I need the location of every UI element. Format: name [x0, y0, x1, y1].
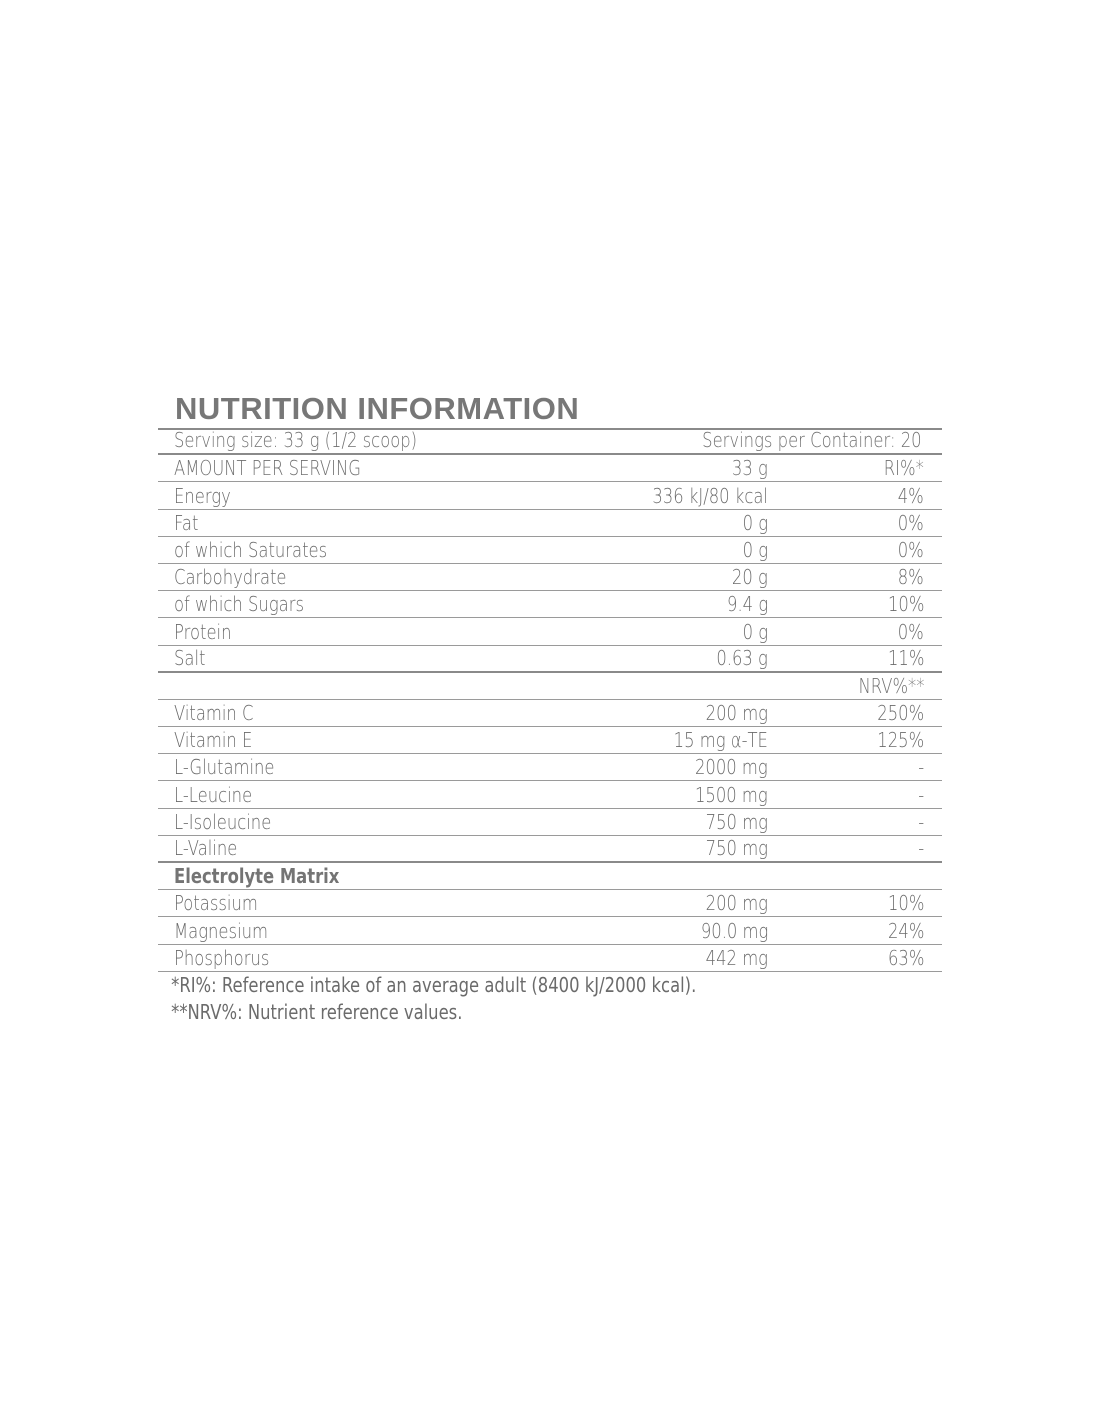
- row-name: Carbohydrate: [174, 565, 287, 590]
- table-row: [158, 727, 942, 754]
- row-name: Protein: [174, 619, 232, 644]
- table-row: [158, 917, 942, 944]
- row-amount: 2000 mg: [695, 755, 768, 780]
- row-percent: 0%: [897, 619, 924, 644]
- row-amount: 0 g: [742, 510, 768, 535]
- table-row: [158, 510, 942, 537]
- electrolyte-header: Electrolyte Matrix: [174, 864, 340, 889]
- table-row: [158, 945, 942, 972]
- row-percent: -: [918, 782, 924, 807]
- electrolyte-header-row: [158, 863, 942, 890]
- row-percent: -: [918, 809, 924, 834]
- serving-row: [158, 428, 942, 455]
- row-percent: 8%: [897, 565, 924, 590]
- row-percent: -: [918, 755, 924, 780]
- nrv-header: NRV%**: [858, 673, 924, 698]
- row-percent: 0%: [897, 537, 924, 562]
- footnote-ri: *RI%: Reference intake of an average adult (8400 kJ/2000 kcal).: [171, 972, 697, 997]
- amount-header-label: AMOUNT PER SERVING: [174, 456, 361, 481]
- row-name: L-Leucine: [174, 782, 253, 807]
- row-amount: 0 g: [742, 537, 768, 562]
- table-row: [158, 700, 942, 727]
- table-row: [158, 591, 942, 618]
- table-row: [158, 890, 942, 917]
- row-name: Phosphorus: [174, 945, 270, 970]
- nrv-header-row: [158, 673, 942, 700]
- row-percent: 250%: [877, 701, 924, 726]
- row-amount: 20 g: [732, 565, 768, 590]
- row-name: Magnesium: [174, 918, 269, 943]
- row-name: Fat: [174, 510, 199, 535]
- row-percent: 10%: [887, 592, 924, 617]
- nutrition-panel: [158, 390, 942, 1026]
- table-row: [158, 646, 942, 673]
- row-percent: 0%: [897, 510, 924, 535]
- row-percent: 125%: [877, 728, 924, 753]
- nutrient-list: [158, 482, 942, 672]
- row-amount: 750 mg: [705, 809, 768, 834]
- row-name: Vitamin C: [174, 701, 254, 726]
- table-row: [158, 482, 942, 509]
- table-row: [158, 618, 942, 645]
- row-amount: 9.4 g: [726, 592, 768, 617]
- row-name: Energy: [174, 483, 231, 508]
- panel-title: NUTRITION INFORMATION: [175, 391, 580, 426]
- row-percent: 10%: [887, 891, 924, 916]
- ri-header: RI%*: [883, 456, 924, 481]
- row-name: L-Isoleucine: [174, 809, 272, 834]
- row-amount: 442 mg: [705, 945, 768, 970]
- electrolyte-list: [158, 890, 942, 972]
- row-percent: 4%: [897, 483, 924, 508]
- row-name: of which Saturates: [174, 537, 328, 562]
- amount-header-value: 33 g: [732, 456, 768, 481]
- table-row: [158, 809, 942, 836]
- row-amount: 750 mg: [705, 836, 768, 860]
- row-amount: 90.0 mg: [700, 918, 768, 943]
- row-percent: 63%: [887, 945, 924, 970]
- table-row: [158, 781, 942, 808]
- amount-header-row: [158, 455, 942, 482]
- row-amount: 200 mg: [705, 891, 768, 916]
- row-amount: 15 mg α-TE: [673, 728, 768, 753]
- table-row: [158, 754, 942, 781]
- row-name: Salt: [174, 645, 206, 670]
- row-amount: 200 mg: [705, 701, 768, 726]
- table-row: [158, 537, 942, 564]
- row-amount: 0 g: [742, 619, 768, 644]
- row-percent: 11%: [887, 645, 924, 670]
- row-name: Potassium: [174, 891, 258, 916]
- row-percent: -: [918, 836, 924, 860]
- footnote-nrv: **NRV%: Nutrient reference values.: [171, 999, 463, 1024]
- row-name: L-Valine: [174, 836, 238, 860]
- row-amount: 0.63 g: [716, 645, 768, 670]
- row-amount: 336 kJ/80 kcal: [652, 483, 768, 508]
- vitamin-list: [158, 700, 942, 863]
- row-name: Vitamin E: [174, 728, 253, 753]
- table-row: [158, 836, 942, 863]
- serving-size: Serving size: 33 g (1/2 scoop): [174, 428, 418, 453]
- table-row: [158, 564, 942, 591]
- row-name: of which Sugars: [174, 592, 304, 617]
- row-name: L-Glutamine: [174, 755, 275, 780]
- row-amount: 1500 mg: [695, 782, 768, 807]
- servings-per-container: Servings per Container: 20: [702, 428, 922, 453]
- row-percent: 24%: [887, 918, 924, 943]
